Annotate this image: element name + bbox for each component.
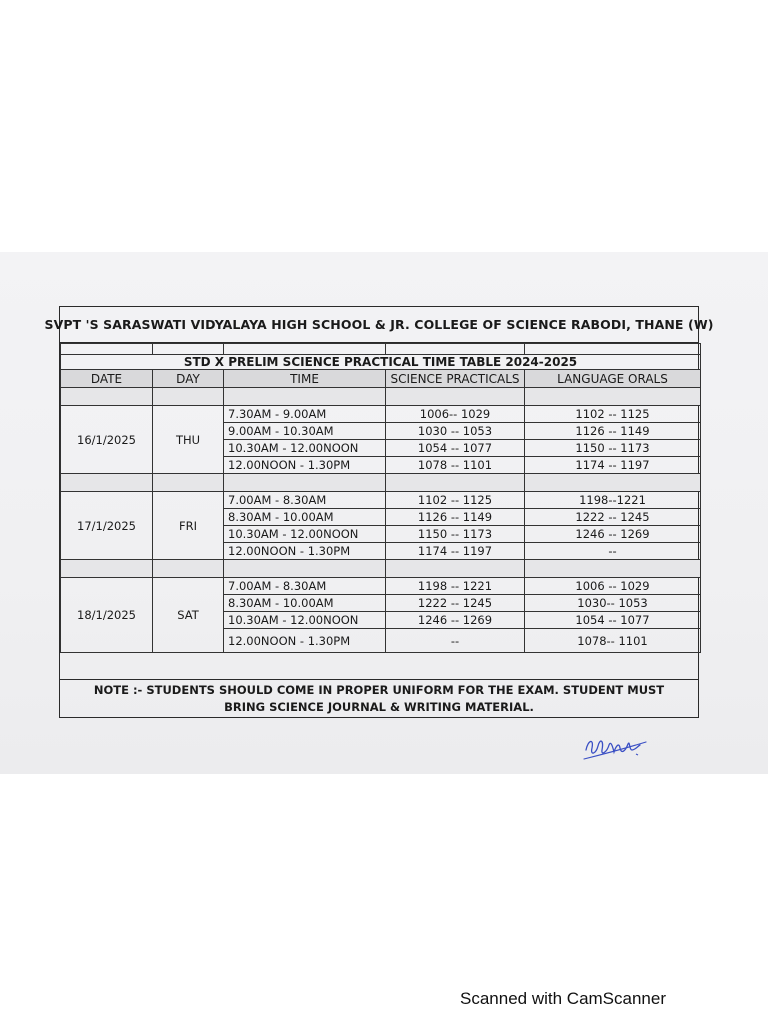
timetable-row xyxy=(61,578,701,595)
subtitle-row xyxy=(61,355,701,370)
header-language: LANGUAGE ORALS xyxy=(525,370,701,388)
language-cell: 1150 -- 1173 xyxy=(525,440,701,457)
time-cell: 12.00NOON - 1.30PM xyxy=(224,543,386,560)
language-cell: -- xyxy=(525,543,701,560)
header-time: TIME xyxy=(224,370,386,388)
language-cell: 1174 -- 1197 xyxy=(525,457,701,474)
language-cell: 1222 -- 1245 xyxy=(525,509,701,526)
day-cell: FRI xyxy=(153,492,224,560)
science-cell: 1174 -- 1197 xyxy=(386,543,525,560)
note xyxy=(60,679,698,717)
separator-row xyxy=(61,474,701,492)
header-science: SCIENCE PRACTICALS xyxy=(386,370,525,388)
separator-row xyxy=(61,388,701,406)
science-cell: -- xyxy=(386,629,525,653)
time-cell: 7.00AM - 8.30AM xyxy=(224,578,386,595)
separator-row xyxy=(61,560,701,578)
science-cell: 1198 -- 1221 xyxy=(386,578,525,595)
time-cell: 12.00NOON - 1.30PM xyxy=(224,457,386,474)
science-cell: 1150 -- 1173 xyxy=(386,526,525,543)
science-cell: 1078 -- 1101 xyxy=(386,457,525,474)
header-row xyxy=(61,370,701,388)
science-cell: 1054 -- 1077 xyxy=(386,440,525,457)
camscanner-watermark: Scanned with CamScanner xyxy=(460,989,667,1008)
timetable xyxy=(60,343,701,653)
language-cell: 1006 -- 1029 xyxy=(525,578,701,595)
day-cell: THU xyxy=(153,406,224,474)
date-cell: 16/1/2025 xyxy=(61,406,153,474)
blank-row xyxy=(61,344,701,355)
timetable-row xyxy=(61,492,701,509)
science-cell: 1006-- 1029 xyxy=(386,406,525,423)
date-cell: 17/1/2025 xyxy=(61,492,153,560)
time-cell: 9.00AM - 10.30AM xyxy=(224,423,386,440)
language-cell: 1246 -- 1269 xyxy=(525,526,701,543)
science-cell: 1030 -- 1053 xyxy=(386,423,525,440)
time-cell: 10.30AM - 12.00NOON xyxy=(224,440,386,457)
timetable-sheet xyxy=(44,306,714,718)
school-title: SVPT 'S SARASWATI VIDYALAYA HIGH SCHOOL & JR. COLLEGE OF SCIENCE RABODI, THANE (W) xyxy=(60,307,698,343)
science-cell: 1126 -- 1149 xyxy=(386,509,525,526)
time-cell: 10.30AM - 12.00NOON xyxy=(224,526,386,543)
note-text: NOTE :- STUDENTS SHOULD COME IN PROPER UNIFORM FOR THE EXAM. STUDENT MUST BRING SCIENCE JOURNAL & WRITING MATERIAL. xyxy=(93,682,665,714)
time-cell: 7.30AM - 9.00AM xyxy=(224,406,386,423)
signature xyxy=(580,728,650,764)
language-cell: 1054 -- 1077 xyxy=(525,612,701,629)
science-cell: 1102 -- 1125 xyxy=(386,492,525,509)
time-cell: 8.30AM - 10.00AM xyxy=(224,509,386,526)
language-cell: 1078-- 1101 xyxy=(525,629,701,653)
timetable-row xyxy=(61,406,701,423)
time-cell: 7.00AM - 8.30AM xyxy=(224,492,386,509)
table-subtitle: STD X PRELIM SCIENCE PRACTICAL TIME TABLE 2024-2025 xyxy=(61,355,701,370)
time-cell: 8.30AM - 10.00AM xyxy=(224,595,386,612)
language-cell: 1198--1221 xyxy=(525,492,701,509)
date-cell: 18/1/2025 xyxy=(61,578,153,653)
header-date: DATE xyxy=(61,370,153,388)
science-cell: 1246 -- 1269 xyxy=(386,612,525,629)
science-cell: 1222 -- 1245 xyxy=(386,595,525,612)
day-cell: SAT xyxy=(153,578,224,653)
language-cell: 1126 -- 1149 xyxy=(525,423,701,440)
language-cell: 1030-- 1053 xyxy=(525,595,701,612)
language-cell: 1102 -- 1125 xyxy=(525,406,701,423)
header-day: DAY xyxy=(153,370,224,388)
time-cell: 10.30AM - 12.00NOON xyxy=(224,612,386,629)
time-cell: 12.00NOON - 1.30PM xyxy=(224,629,386,653)
